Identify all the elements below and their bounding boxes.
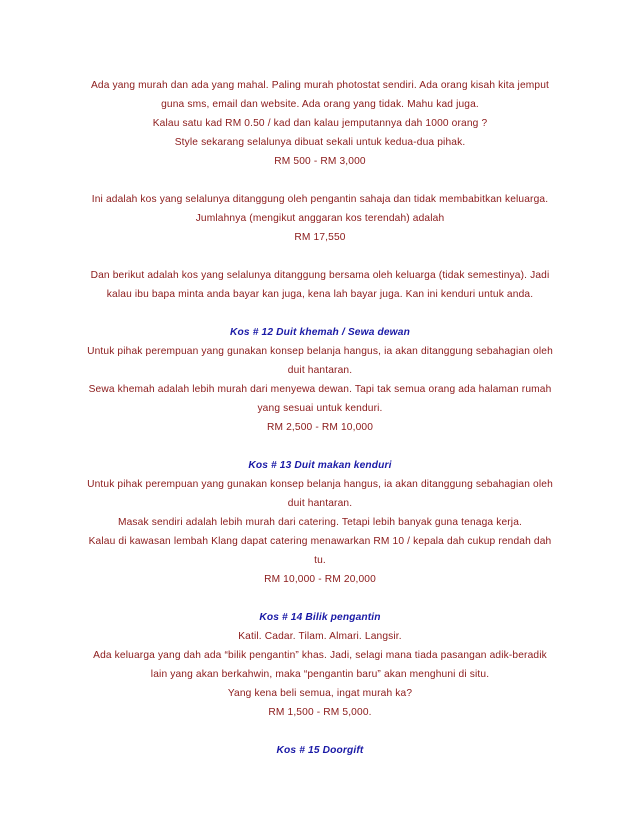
paragraph-line: Kalau di kawasan lembah Klang dapat catering menawarkan RM 10 / kepala dah cukup rendah dah bbox=[88, 536, 552, 547]
paragraph-line: Ada yang murah dan ada yang mahal. Paling murah photostat sendiri. Ada orang kisah kita jemput bbox=[90, 80, 550, 91]
cost-range: RM 500 - RM 3,000 bbox=[274, 156, 366, 167]
cost-range: RM 2,500 - RM 10,000 bbox=[266, 422, 374, 433]
paragraph-line: Style sekarang selalunya dibuat sekali untuk kedua-dua pihak. bbox=[174, 137, 466, 148]
paragraph-line: Masak sendiri adalah lebih murah dari catering. Tetapi lebih banyak guna tenaga kerja. bbox=[117, 517, 523, 528]
paragraph-line: tu. bbox=[314, 555, 326, 566]
paragraph-line: duit hantaran. bbox=[287, 365, 353, 376]
paragraph-line: Sewa khemah adalah lebih murah dari menyewa dewan. Tapi tak semua orang ada halaman rumah bbox=[88, 384, 552, 395]
paragraph-line: duit hantaran. bbox=[287, 498, 353, 509]
paragraph-line: Untuk pihak perempuan yang gunakan konsep belanja hangus, ia akan ditanggung sebahagian oleh bbox=[87, 479, 553, 490]
paragraph-line: lain yang akan berkahwin, maka “pengantin baru” akan menghuni di situ. bbox=[150, 669, 490, 680]
section-heading: Kos # 13 Duit makan kenduri bbox=[248, 460, 392, 471]
cost-range: RM 1,500 - RM 5,000. bbox=[268, 707, 372, 718]
paragraph-line: Yang kena beli semua, ingat murah ka? bbox=[227, 688, 413, 699]
paragraph-line: Ini adalah kos yang selalunya ditanggung oleh pengantin sahaja dan tidak membabitkan keluarga. bbox=[91, 194, 549, 205]
paragraph-line: yang sesuai untuk kenduri. bbox=[257, 403, 383, 414]
section-heading: Kos # 14 Bilik pengantin bbox=[259, 612, 381, 623]
total-cost: RM 17,550 bbox=[294, 232, 346, 243]
paragraph-line: Untuk pihak perempuan yang gunakan konsep belanja hangus, ia akan ditanggung sebahagian oleh bbox=[87, 346, 553, 357]
paragraph-line: Ada keluarga yang dah ada “bilik pengantin” khas. Jadi, selagi mana tiada pasangan adik-beradik bbox=[93, 650, 547, 661]
paragraph-line: kalau ibu bapa minta anda bayar kan juga, kena lah bayar juga. Kan ini kenduri untuk anda. bbox=[106, 289, 534, 300]
document-page bbox=[74, 76, 566, 760]
paragraph-line: Dan berikut adalah kos yang selalunya ditanggung bersama oleh keluarga (tidak semestinya). Jadi bbox=[90, 270, 550, 281]
paragraph-line: guna sms, email dan website. Ada orang yang tidak. Mahu kad juga. bbox=[161, 99, 479, 110]
paragraph-line: Katil. Cadar. Tilam. Almari. Langsir. bbox=[238, 631, 402, 642]
section-heading: Kos # 15 Doorgift bbox=[276, 745, 364, 756]
cost-range: RM 10,000 - RM 20,000 bbox=[264, 574, 376, 585]
section-heading: Kos # 12 Duit khemah / Sewa dewan bbox=[230, 327, 410, 338]
paragraph-line: Kalau satu kad RM 0.50 / kad dan kalau jemputannya dah 1000 orang ? bbox=[152, 118, 488, 129]
paragraph-line: Jumlahnya (mengikut anggaran kos terendah) adalah bbox=[195, 213, 445, 224]
